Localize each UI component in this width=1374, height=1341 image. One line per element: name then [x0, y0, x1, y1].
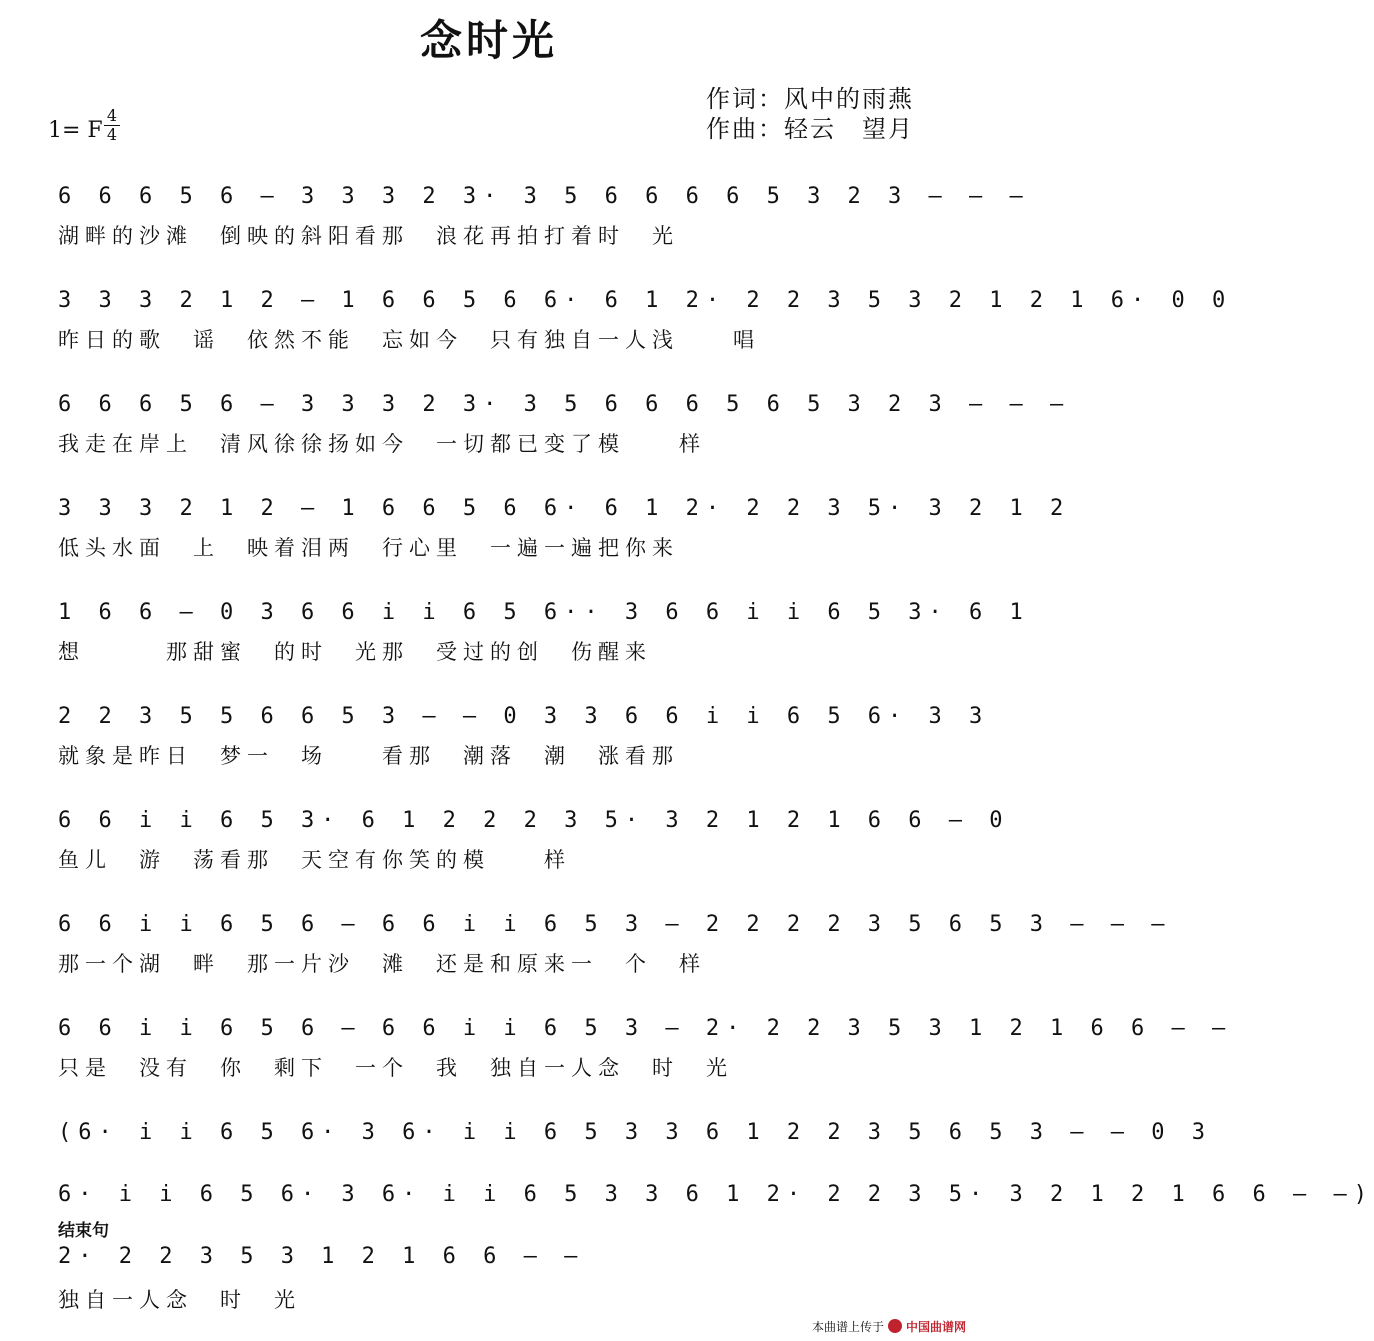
lyrics: 鱼儿 游 荡看那 天空有你笑的模 样 [58, 848, 571, 872]
upload-text: 本曲谱上传于 [811, 1320, 884, 1334]
notes: 3 3 3 2 1 2 – 1 6 6 5 6 6· 6 1 2· 2 2 3 5· 3 2 1 2 [58, 496, 1071, 521]
lyrics: 湖畔的沙滩 倒映的斜阳看那 浪花再拍打着时 光 [58, 224, 679, 248]
lyricist-credit: 作词：风中的雨燕 [706, 85, 914, 113]
lyrics: 我走在岸上 清风徐徐扬如今 一切都已变了模 样 [58, 432, 706, 456]
lyrics: 就象是昨日 梦一 场 看那 潮落 潮 涨看那 [58, 744, 679, 768]
notes: 6 6 i i 6 5 6 – 6 6 i i 6 5 3 – 2 2 2 2 3 5 6 5 3 – – – [58, 912, 1172, 937]
lyrics: 独自一人念 时 光 [58, 1288, 301, 1312]
time-signature [104, 108, 120, 143]
song-title: 念时光 [419, 16, 558, 65]
time-bottom: 4 [106, 125, 118, 144]
site-logo-icon [888, 1319, 902, 1333]
lyrics: 那一个湖 畔 那一片沙 滩 还是和原来一 个 样 [58, 952, 706, 976]
site-brand: 中国曲谱网 [905, 1320, 966, 1334]
key-signature [48, 106, 118, 144]
key-label: 1= F [48, 118, 103, 143]
notes: 2 2 3 5 5 6 6 5 3 – – 0 3 3 6 6 i i 6 5 6· 3 3 [58, 704, 990, 729]
composer-credit: 作曲：轻云 望月 [706, 115, 914, 143]
credits [706, 84, 914, 144]
lyrics: 只是 没有 你 剩下 一个 我 独自一人念 时 光 [58, 1056, 733, 1080]
notes: 2· 2 2 3 5 3 1 2 1 6 6 – – [58, 1244, 585, 1269]
lyrics: 昨日的歌 谣 依然不能 忘如今 只有独自一人浅 唱 [58, 328, 760, 352]
notes: 6 6 i i 6 5 6 – 6 6 i i 6 5 3 – 2· 2 2 3 5 3 1 2 1 6 6 – – [58, 1016, 1233, 1041]
notes: 6 6 6 5 6 – 3 3 3 2 3· 3 5 6 6 6 5 6 5 3 2 3 – – – [58, 392, 1071, 417]
notes: 6 6 i i 6 5 3· 6 1 2 2 2 3 5· 3 2 1 2 1 6 6 – 0 [58, 808, 1010, 833]
ending-label: 结束句 [58, 1221, 109, 1241]
lyrics: 想 那甜蜜 的时 光那 受过的创 伤醒来 [58, 640, 652, 664]
upload-credit [812, 1318, 966, 1335]
notes: (6· i i 6 5 6· 3 6· i i 6 5 3 3 6 1 2 2 3 5 6 5 3 – – 0 3 [58, 1120, 1212, 1145]
notes: 1 6 6 – 0 3 6 6 i i 6 5 6·· 3 6 6 i i 6 5 3· 6 1 [58, 600, 1030, 625]
notes: 3 3 3 2 1 2 – 1 6 6 5 6 6· 6 1 2· 2 2 3 5 3 2 1 2 1 6· 0 0 [58, 288, 1233, 313]
notes: 6· i i 6 5 6· 3 6· i i 6 5 3 3 6 1 2· 2 2 3 5· 3 2 1 2 1 6 6 – –) [58, 1182, 1374, 1207]
time-top: 4 [106, 106, 118, 125]
notes: 6 6 6 5 6 – 3 3 3 2 3· 3 5 6 6 6 6 5 3 2 3 – – – [58, 184, 1030, 209]
lyrics: 低头水面 上 映着泪两 行心里 一遍一遍把你来 [58, 536, 679, 560]
